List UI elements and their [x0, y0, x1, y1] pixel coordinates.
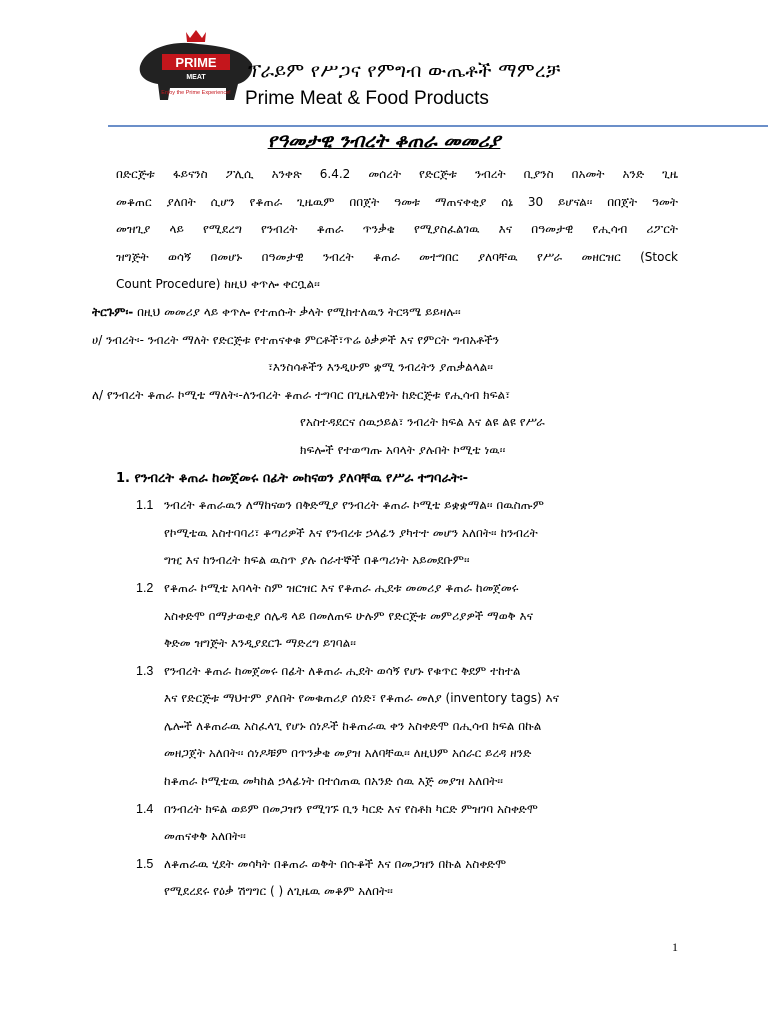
section-1-heading: 1. የንብረት ቆጠራ ከመጀመሩ በፊት መከናወን ያለባቸዉ የሥራ ተግባራት፡-	[116, 470, 469, 486]
definitions-text: በዚህ መመሪያ ላይ ቀጥሎ የተጠሱት ቃላት የሚከተለዉን ትርጓሜ ይይዛሉ፡፡	[137, 304, 461, 319]
section-item	[116, 658, 678, 796]
section-item-line: የቆጠራ ኮሚቴ አባላት ስም ዝርዝር እና የቆጠራ ሒደቱ መመሪያ ቆጠራ ከመጀመሩ	[164, 580, 519, 595]
logo-tagline: Enjoy the Prime Experience!	[161, 90, 231, 96]
section-item-line: ንብረት ቆጠራዉን ለማከናወን በቅድሚያ የንብረት ቆጠራ ኮሚቴ ይቋቋማል፡፡ በዉስጡም	[164, 498, 544, 513]
intro-line: Count Procedure) ከዚህ ቀጥሎ ቀርቧል፡፡	[116, 277, 320, 292]
section-item-line: የኮሚቴዉ አስተባባሪ፣ ቆጣሪዎች እና የንብረቱ ኃላፊን ያካተተ መሆን አለበት፡፡ ከንብረት	[164, 525, 538, 540]
section-item-line: ከቆጠራ ኮሚቴዉ መካከል ኃላፊነት በተሰጠዉ በአንድ ሰዉ እጅ መያዝ አለበት፡፡	[164, 774, 503, 789]
section-item-line: በንብረት ክፍል ወይም በመጋዝን የሚገኙ ቢን ካርድ እና የስቶክ ካርድ ምዝገባ አስቀድሞ	[164, 801, 538, 816]
section-item	[116, 492, 678, 575]
header-english-name: Prime Meat & Food Products	[245, 88, 489, 109]
definition-b-line: ክፍሎች የተወጣጡ አባላት ያሉበት ኮሚቴ ነዉ፡፡	[300, 442, 506, 457]
section-item-number: 1.4	[136, 801, 154, 816]
section-item-line: መዘጋጀት አለበት፡፡ ሰነዶቹም በጥንቃቄ መያዝ አለባቸዉ፡፡ ለዚህም አሰራር ይረዳ ዘንድ	[164, 746, 532, 761]
section-item-number: 1.1	[136, 498, 154, 513]
header-divider	[108, 125, 768, 127]
company-logo	[136, 26, 256, 108]
intro-line: በድርጅቱ ፋይናንስ ፖሊሲ አንቀጽ 6.4.2 መሰረት የድርጅቱ ንብረት ቢያንስ በአመት አንድ ጊዜ	[116, 167, 678, 181]
intro-paragraph	[116, 161, 678, 299]
section-item-number: 1.2	[136, 580, 154, 595]
intro-line: ዝግጅት ወሳኝ በመሆኑ በዓመታዊ ንብረት ቆጠራ መተግበር ያለባቸዉ የሥራ መዘርዝር (Stock	[116, 249, 678, 264]
intro-line: መዝጊያ ላይ የሚደረግ የንብረት ቆጠራ ጥንቃቄ የሚያስፈልገዉ እና በዓመታዊ የሒሳብ ሪፖርት	[116, 222, 678, 237]
section-item-line: ሌሎች ለቆጠራዉ አስፈላጊ የሆኑ ሰነዶች ከቆጠራዉ ቀን አስቀድሞ በሒሳብ ክፍል በኩል	[164, 718, 542, 733]
section-item-line: ግዢ እና ከንብረት ክፍል ዉስጥ ያሉ ሰራተኞች በቆጣሪነት አይመደቡም፡፡	[164, 553, 470, 568]
section-item-number: 1.5	[136, 856, 154, 871]
document-title	[0, 130, 768, 152]
page-number: 1	[672, 940, 678, 954]
definitions-label: ትርጉም፡-	[92, 304, 134, 319]
document-body	[92, 161, 678, 906]
header-amharic-name: ፕራይም የሥጋና የምግብ ውጤቶች ማምረቻ	[248, 60, 561, 82]
logo-sub-text: MEAT	[186, 74, 206, 81]
section-item	[116, 575, 678, 658]
intro-line: መቆጠር ያለበት ሲሆን የቆጠራ ጊዜዉም በበጀት ዓመቱ ማጠናቀቂያ ሰኔ 30 ይሆናል፡፡ በበጀት ዓመት	[116, 194, 678, 209]
section-item-number: 1.3	[136, 663, 154, 678]
definition-b-line: ለ/ የንብረት ቆጠራ ኮሚቴ ማለት፡-ለንብረት ቆጠራ ተግባር በጊዜአዊነት ከድርጅቱ የሒሳብ ክፍል፣	[92, 387, 511, 402]
section-item-line: እና የድርጅቱ ማህተም ያለበት የመቁጠሪያ ሰነድ፣ የቆጠራ መለያ (inventory tags) እና	[164, 691, 560, 706]
definition-b-line: የአስተዳደርና ሰዉኃይል፣ ንብረት ክፍል እና ልዩ ልዩ የሥራ	[300, 415, 545, 430]
section-item-line: የሚደረደሩ የዕቃ ሽግግር ( ) ለጊዜዉ መቆም አለበት፡፡	[164, 884, 393, 899]
section-item	[116, 796, 678, 851]
section-item-line: ቅድመ ዝግጅት እንዲያደርጉ ማድረግ ይገባል፡፡	[164, 636, 356, 651]
definition-a-line: ፣እንስሳቶችን እንዲሁም ቋሚ ንብረትን ያጠቃልላል፡፡	[268, 360, 493, 375]
section-item	[116, 851, 678, 906]
definition-a-line: ሀ/ ንብረት፡- ንብረት ማለት የድርጅቱ የተጠናቀቁ ምርቶች፣ጥሬ ዕቃዎች እና የምርት ግብአቶችን	[92, 332, 500, 347]
logo-brand-text: PRIME	[175, 55, 217, 70]
document-title-text: የዓመታዊ ንብረት ቆጠራ መመሪያ	[267, 130, 501, 152]
section-item-line: ለቆጠራዉ ሂደት መሳካት በቆጠራ ወቅት በሱቆች እና በመጋዝን በኩል አስቀድሞ	[164, 856, 507, 871]
section-item-line: አስቀድሞ በማታወቂያ ሰሌዳ ላይ በመለጠፍ ሁሉም የድርጅቱ መምሪያዎች ማወቅ እና	[164, 608, 534, 623]
logo-graphic	[136, 26, 256, 108]
section-item-line: መጠናቀቅ አለበት፡፡	[164, 829, 246, 844]
section-item-line: የንብረት ቆጠራ ከመጀመሩ በፊት ለቆጠራ ሒደት ወሳኝ የሆኑ የቁጥር ቅደም ተከተል	[164, 663, 521, 678]
definitions-intro	[92, 299, 678, 327]
